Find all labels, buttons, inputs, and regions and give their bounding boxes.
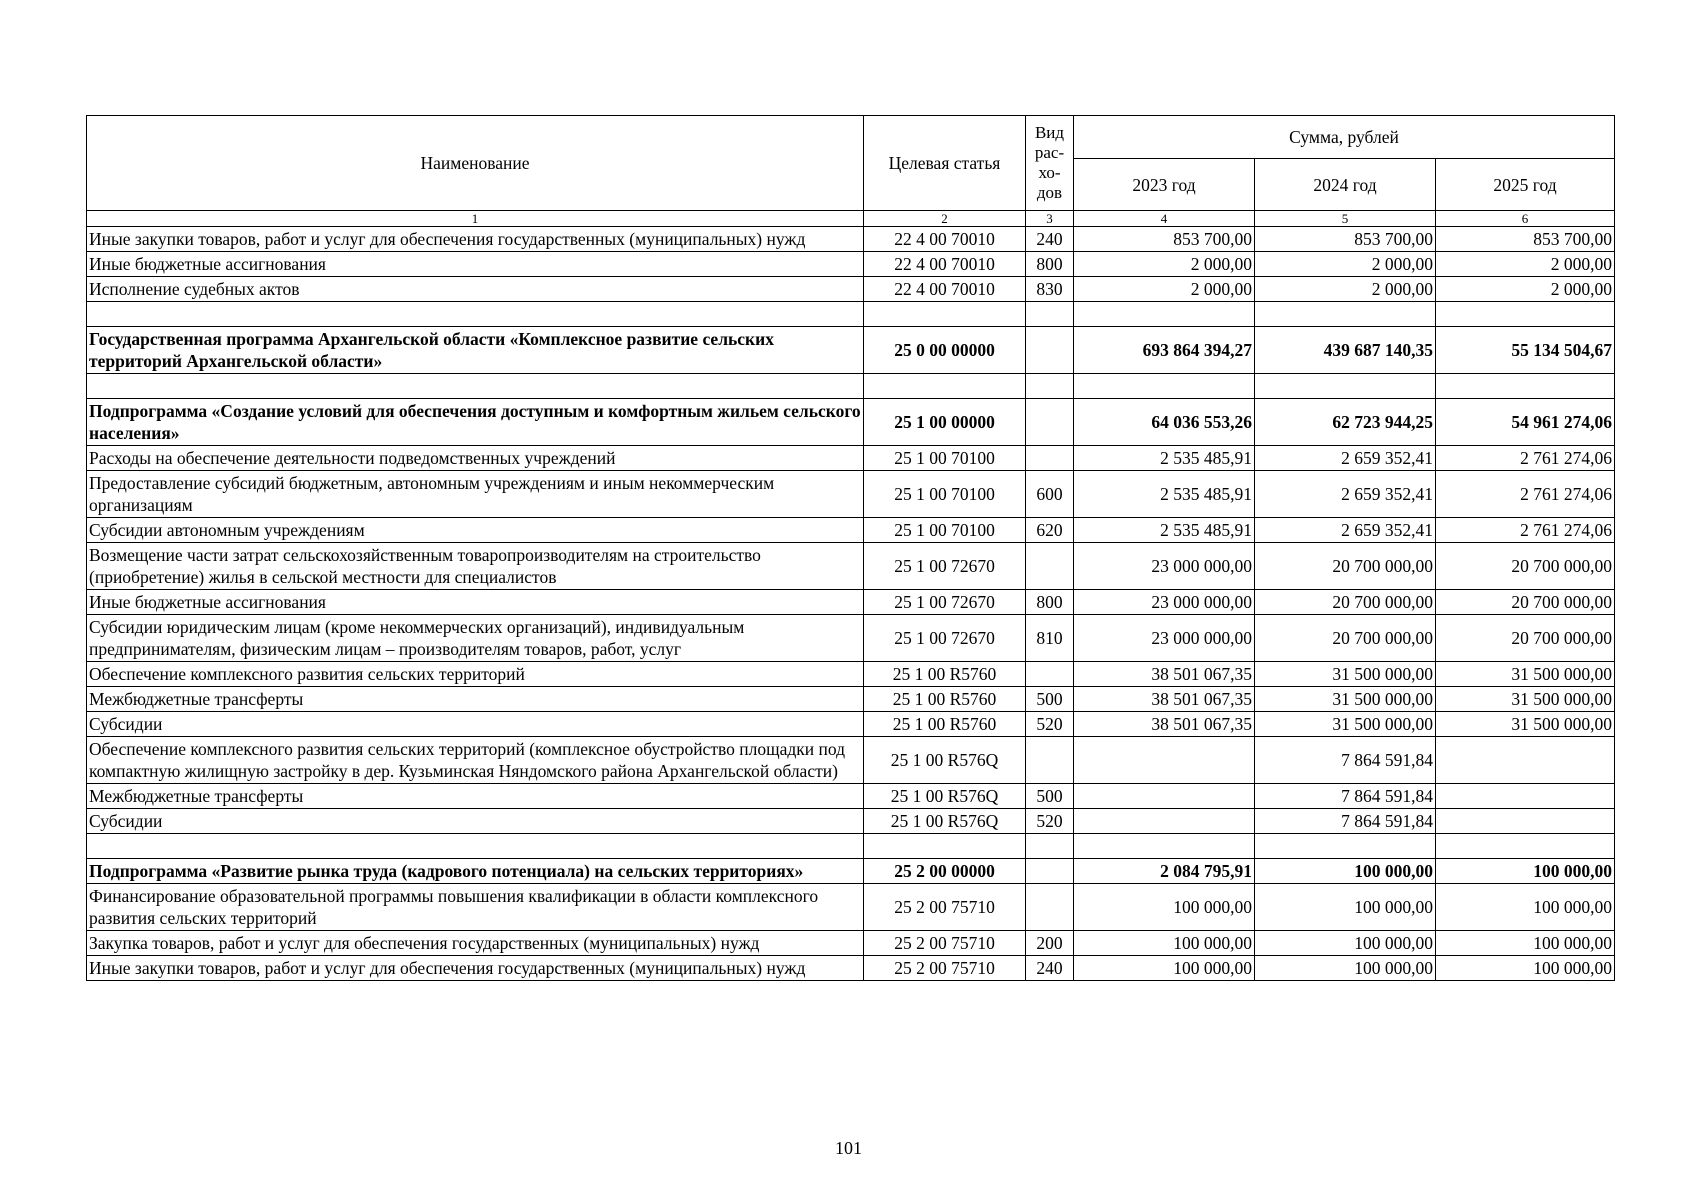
table-row (87, 859, 1615, 884)
row-code: 25 2 00 75710 (864, 884, 1026, 931)
table-row (87, 737, 1615, 784)
row-name: Предоставление субсидий бюджетным, автономным учреждениям и иным некоммерческим организациям (87, 471, 864, 518)
row-value-2023: 693 864 394,27 (1074, 327, 1255, 374)
header-year-2023: 2023 год (1074, 159, 1255, 211)
row-expense-type: 800 (1026, 252, 1074, 277)
table-row (87, 931, 1615, 956)
row-value-2023: 64 036 553,26 (1074, 399, 1255, 446)
row-value-2025: 20 700 000,00 (1436, 590, 1615, 615)
spacer-row (87, 834, 1615, 859)
header-expense-type: Вид рас- хо- дов (1026, 116, 1074, 211)
table-row (87, 327, 1615, 374)
spacer-row (87, 374, 1615, 399)
row-code: 25 2 00 75710 (864, 956, 1026, 981)
table-row (87, 809, 1615, 834)
row-value-2024: 31 500 000,00 (1255, 687, 1436, 712)
row-value-2024: 7 864 591,84 (1255, 784, 1436, 809)
table-row (87, 277, 1615, 302)
row-code: 25 1 00 R5760 (864, 687, 1026, 712)
table-row (87, 471, 1615, 518)
row-value-2024: 62 723 944,25 (1255, 399, 1436, 446)
row-expense-type (1026, 399, 1074, 446)
row-value-2023: 2 535 485,91 (1074, 471, 1255, 518)
row-value-2024: 100 000,00 (1255, 884, 1436, 931)
row-code: 22 4 00 70010 (864, 277, 1026, 302)
row-value-2025 (1436, 809, 1615, 834)
row-value-2023: 853 700,00 (1074, 227, 1255, 252)
row-value-2024: 2 000,00 (1255, 277, 1436, 302)
row-value-2025: 853 700,00 (1436, 227, 1615, 252)
column-index: 1 (87, 211, 864, 227)
row-name: Исполнение судебных актов (87, 277, 864, 302)
row-value-2025: 2 000,00 (1436, 252, 1615, 277)
row-expense-type: 240 (1026, 227, 1074, 252)
row-value-2023: 100 000,00 (1074, 884, 1255, 931)
row-value-2023: 38 501 067,35 (1074, 712, 1255, 737)
row-value-2024: 2 659 352,41 (1255, 471, 1436, 518)
header-year-2025: 2025 год (1436, 159, 1615, 211)
table-row (87, 543, 1615, 590)
row-name: Государственная программа Архангельской области «Комплексное развитие сельских территорий Архангельской области» (87, 327, 864, 374)
row-value-2025: 2 761 274,06 (1436, 518, 1615, 543)
row-expense-type: 520 (1026, 809, 1074, 834)
row-expense-type (1026, 662, 1074, 687)
spacer-row (87, 302, 1615, 327)
row-value-2024: 100 000,00 (1255, 859, 1436, 884)
column-index: 6 (1436, 211, 1615, 227)
row-value-2024: 439 687 140,35 (1255, 327, 1436, 374)
row-name: Межбюджетные трансферты (87, 687, 864, 712)
row-code: 25 1 00 R576Q (864, 737, 1026, 784)
row-name: Иные закупки товаров, работ и услуг для обеспечения государственных (муниципальных) нужд (87, 227, 864, 252)
table-row (87, 590, 1615, 615)
row-value-2024: 100 000,00 (1255, 931, 1436, 956)
row-value-2024: 20 700 000,00 (1255, 590, 1436, 615)
table-row (87, 784, 1615, 809)
header-target-article: Целевая статья (864, 116, 1026, 211)
row-value-2024: 7 864 591,84 (1255, 737, 1436, 784)
row-expense-type (1026, 446, 1074, 471)
row-code: 22 4 00 70010 (864, 252, 1026, 277)
row-value-2024: 31 500 000,00 (1255, 712, 1436, 737)
row-value-2023: 100 000,00 (1074, 931, 1255, 956)
row-name: Закупка товаров, работ и услуг для обеспечения государственных (муниципальных) нужд (87, 931, 864, 956)
row-value-2023: 2 000,00 (1074, 277, 1255, 302)
table-row (87, 687, 1615, 712)
row-expense-type: 600 (1026, 471, 1074, 518)
row-value-2023: 2 000,00 (1074, 252, 1255, 277)
row-value-2025 (1436, 784, 1615, 809)
budget-table (86, 115, 1615, 981)
row-value-2023 (1074, 737, 1255, 784)
row-name: Иные закупки товаров, работ и услуг для обеспечения государственных (муниципальных) нужд (87, 956, 864, 981)
row-value-2025: 100 000,00 (1436, 956, 1615, 981)
row-name: Субсидии (87, 712, 864, 737)
row-name: Обеспечение комплексного развития сельских территорий (комплексное обустройство площадки под компактную жилищную застройку в дер. Кузьминская Няндомского района Архангельской области) (87, 737, 864, 784)
row-value-2025: 55 134 504,67 (1436, 327, 1615, 374)
header-year-2024: 2024 год (1255, 159, 1436, 211)
row-expense-type: 240 (1026, 956, 1074, 981)
row-name: Иные бюджетные ассигнования (87, 590, 864, 615)
table-row (87, 712, 1615, 737)
row-code: 25 1 00 R576Q (864, 784, 1026, 809)
row-code: 25 1 00 70100 (864, 471, 1026, 518)
column-index: 4 (1074, 211, 1255, 227)
row-value-2023 (1074, 784, 1255, 809)
row-value-2023: 38 501 067,35 (1074, 687, 1255, 712)
row-expense-type (1026, 543, 1074, 590)
row-code: 25 1 00 R576Q (864, 809, 1026, 834)
header-name: Наименование (87, 116, 864, 211)
row-value-2025: 20 700 000,00 (1436, 543, 1615, 590)
row-value-2024: 2 659 352,41 (1255, 446, 1436, 471)
table-row (87, 518, 1615, 543)
row-expense-type: 830 (1026, 277, 1074, 302)
row-name: Подпрограмма «Развитие рынка труда (кадрового потенциала) на сельских территориях» (87, 859, 864, 884)
row-value-2024: 2 000,00 (1255, 252, 1436, 277)
row-value-2024: 20 700 000,00 (1255, 615, 1436, 662)
row-code: 25 1 00 R5760 (864, 712, 1026, 737)
row-code: 22 4 00 70010 (864, 227, 1026, 252)
row-name: Иные бюджетные ассигнования (87, 252, 864, 277)
row-value-2025: 100 000,00 (1436, 931, 1615, 956)
row-code: 25 1 00 72670 (864, 543, 1026, 590)
row-value-2025: 31 500 000,00 (1436, 662, 1615, 687)
row-value-2025: 20 700 000,00 (1436, 615, 1615, 662)
row-code: 25 1 00 72670 (864, 615, 1026, 662)
row-code: 25 2 00 75710 (864, 931, 1026, 956)
row-value-2024: 20 700 000,00 (1255, 543, 1436, 590)
row-value-2023: 38 501 067,35 (1074, 662, 1255, 687)
row-value-2023: 23 000 000,00 (1074, 590, 1255, 615)
column-index: 5 (1255, 211, 1436, 227)
table-row (87, 884, 1615, 931)
row-value-2024: 100 000,00 (1255, 956, 1436, 981)
row-expense-type (1026, 737, 1074, 784)
row-value-2024: 853 700,00 (1255, 227, 1436, 252)
row-name: Подпрограмма «Создание условий для обеспечения доступным и комфортным жильем сельского населения» (87, 399, 864, 446)
row-value-2023: 23 000 000,00 (1074, 543, 1255, 590)
row-value-2023: 100 000,00 (1074, 956, 1255, 981)
row-code: 25 1 00 72670 (864, 590, 1026, 615)
row-expense-type (1026, 859, 1074, 884)
row-code: 25 2 00 00000 (864, 859, 1026, 884)
row-expense-type (1026, 884, 1074, 931)
row-name: Субсидии (87, 809, 864, 834)
row-value-2025 (1436, 737, 1615, 784)
table-row (87, 662, 1615, 687)
row-name: Обеспечение комплексного развития сельских территорий (87, 662, 864, 687)
row-value-2024: 7 864 591,84 (1255, 809, 1436, 834)
row-value-2023: 2 084 795,91 (1074, 859, 1255, 884)
row-expense-type: 800 (1026, 590, 1074, 615)
table-row (87, 399, 1615, 446)
row-code: 25 1 00 70100 (864, 518, 1026, 543)
row-expense-type: 620 (1026, 518, 1074, 543)
header-sum: Сумма, рублей (1074, 116, 1615, 159)
row-code: 25 0 00 00000 (864, 327, 1026, 374)
budget-table-container (86, 115, 1614, 981)
row-code: 25 1 00 70100 (864, 446, 1026, 471)
row-value-2023 (1074, 809, 1255, 834)
row-value-2025: 100 000,00 (1436, 859, 1615, 884)
row-name: Межбюджетные трансферты (87, 784, 864, 809)
row-value-2025: 2 761 274,06 (1436, 446, 1615, 471)
table-row (87, 446, 1615, 471)
row-value-2025: 54 961 274,06 (1436, 399, 1615, 446)
row-expense-type: 200 (1026, 931, 1074, 956)
table-row (87, 227, 1615, 252)
row-expense-type: 500 (1026, 687, 1074, 712)
column-index: 2 (864, 211, 1026, 227)
table-row (87, 252, 1615, 277)
page-number: 101 (835, 1138, 862, 1158)
table-row (87, 956, 1615, 981)
row-name: Возмещение части затрат сельскохозяйственным товаропроизводителям на строительство (приобретение) жилья в сельской местности для специалистов (87, 543, 864, 590)
row-value-2025: 31 500 000,00 (1436, 712, 1615, 737)
row-value-2025: 31 500 000,00 (1436, 687, 1615, 712)
row-value-2023: 2 535 485,91 (1074, 518, 1255, 543)
row-value-2025: 2 000,00 (1436, 277, 1615, 302)
row-name: Субсидии автономным учреждениям (87, 518, 864, 543)
row-value-2024: 2 659 352,41 (1255, 518, 1436, 543)
column-index: 3 (1026, 211, 1074, 227)
row-value-2024: 31 500 000,00 (1255, 662, 1436, 687)
row-code: 25 1 00 R5760 (864, 662, 1026, 687)
row-value-2025: 100 000,00 (1436, 884, 1615, 931)
row-value-2023: 2 535 485,91 (1074, 446, 1255, 471)
table-row (87, 615, 1615, 662)
row-expense-type: 520 (1026, 712, 1074, 737)
row-value-2023: 23 000 000,00 (1074, 615, 1255, 662)
row-value-2025: 2 761 274,06 (1436, 471, 1615, 518)
row-name: Субсидии юридическим лицам (кроме некоммерческих организаций), индивидуальным предпринимателям, физическим лицам – производителям товаров, работ, услуг (87, 615, 864, 662)
row-expense-type: 810 (1026, 615, 1074, 662)
row-expense-type (1026, 327, 1074, 374)
row-expense-type: 500 (1026, 784, 1074, 809)
row-name: Расходы на обеспечение деятельности подведомственных учреждений (87, 446, 864, 471)
row-name: Финансирование образовательной программы повышения квалификации в области комплексного развития сельских территорий (87, 884, 864, 931)
row-code: 25 1 00 00000 (864, 399, 1026, 446)
